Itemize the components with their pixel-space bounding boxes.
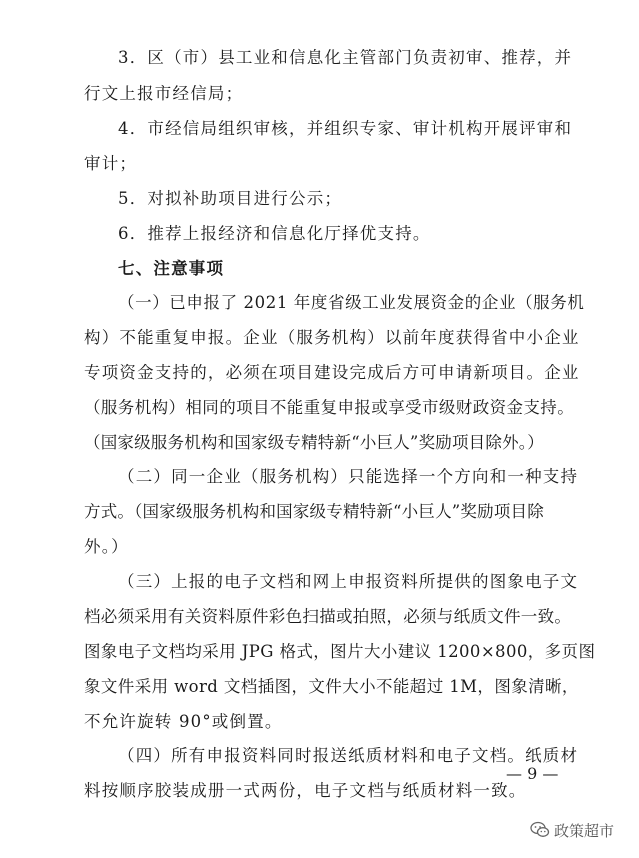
paragraph-line: （国家级服务机构和国家级专精特新“小巨人”奖励项目除外。） <box>84 433 544 452</box>
paragraph-line: （服务机构）相同的项目不能重复申报或享受市级财政资金支持。 <box>84 398 575 417</box>
paragraph-line: 不允许旋转 90°或倒置。 <box>84 712 283 731</box>
paragraph-line: 档必须采用有关资料原件彩色扫描或拍照，必须与纸质文件一致。 <box>84 607 572 626</box>
paragraph-line: 象文件采用 word 文档插图，文件大小不能超过 1M，图象清晰， <box>84 677 579 696</box>
paragraph-line: 专项资金支持的，必须在项目建设完成后方可申请新项目。企业 <box>84 363 580 382</box>
paragraph-line: 5．对拟补助项目进行公示； <box>118 189 343 208</box>
watermark-text: 政策超市 <box>554 821 615 840</box>
paragraph-line: 图象电子文档均采用 JPG 格式，图片大小建议 1200×800，多页图 <box>84 642 596 661</box>
page-number: — 9 — <box>506 764 559 783</box>
paragraph-line: （四）所有申报资料同时报送纸质材料和电子文档。纸质材 <box>118 746 579 765</box>
paragraph-line: 构）不能重复申报。企业（服务机构）以前年度获得省中小企业 <box>84 328 580 347</box>
wechat-icon <box>530 821 550 839</box>
paragraph-line: 方式。（国家级服务机构和国家级专精特新“小巨人”奖励项目除 <box>84 502 544 521</box>
paragraph-line: （二）同一企业（服务机构）只能选择一个方向和一种支持 <box>118 467 579 486</box>
paragraph-line: 4．市经信局组织审核，并组织专家、审计机构开展评审和 <box>118 119 573 138</box>
paragraph-line: 行文上报市经信局； <box>84 84 244 103</box>
paragraph-line: 审计； <box>84 154 138 173</box>
paragraph-line: 6．推荐上报经济和信息化厅择优支持。 <box>118 224 431 243</box>
paragraph-line: 3．区（市）县工业和信息化主管部门负责初审、推荐，并 <box>118 48 573 67</box>
paragraph-line: （一）已申报了 2021 年度省级工业发展资金的企业（服务机 <box>118 293 585 312</box>
section-heading: 七、注意事项 <box>118 259 225 278</box>
paragraph-line: 外。） <box>84 537 129 556</box>
paragraph-line: 料按顺序胶装成册一式两份，电子文档与纸质材料一致。 <box>84 781 527 800</box>
watermark <box>530 818 614 842</box>
paragraph-line: （三）上报的电子文档和网上申报资料所提供的图象电子文 <box>118 572 579 591</box>
